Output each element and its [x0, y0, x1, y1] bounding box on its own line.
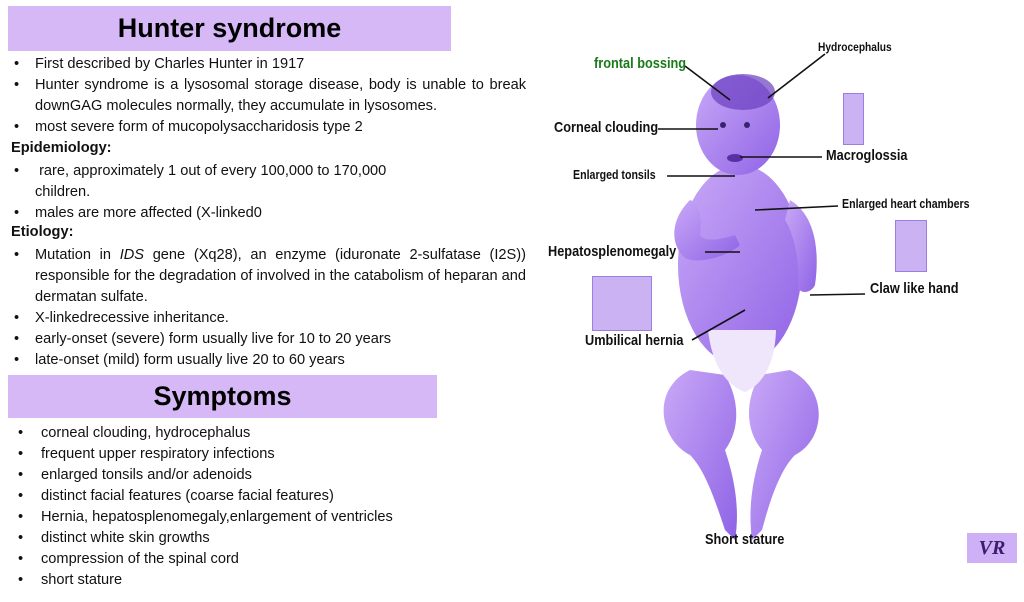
- symptom-item: • compression of the spinal cord: [12, 549, 472, 570]
- label-frontal-bossing: frontal bossing: [594, 55, 687, 72]
- label-macroglossia: Macroglossia: [826, 147, 908, 164]
- intro-list: [8, 54, 526, 138]
- symptoms-list: [12, 423, 472, 591]
- label-corneal-clouding: Corneal clouding: [554, 119, 659, 136]
- symptom-item: • frequent upper respiratory infections: [12, 444, 472, 465]
- mutation-prefix: Mutation in: [35, 247, 120, 263]
- symptom-item: • corneal clouding, hydrocephalus: [12, 423, 472, 444]
- etiology-item: • X-linkedrecessive inheritance.: [8, 308, 526, 329]
- symptom-item: • short stature: [12, 570, 472, 591]
- intro-item: • First described by Charles Hunter in 1917: [8, 54, 526, 75]
- symptom-item: • Hernia, hepatosplenomegaly,enlargement of ventricles: [12, 507, 472, 528]
- epidemiology-item: • rare, approximately 1 out of every 100,000 to 170,000 children.: [8, 161, 428, 203]
- etiology-item: • early-onset (severe) form usually live for 10 to 20 years: [8, 329, 526, 350]
- epidemiology-heading: Epidemiology:: [11, 140, 112, 156]
- symptom-item: • distinct white skin growths: [12, 528, 472, 549]
- symptoms-title: Symptoms: [8, 375, 437, 418]
- symptom-item: • distinct facial features (coarse facial features): [12, 486, 472, 507]
- label-short-stature: Short stature: [705, 531, 785, 548]
- left-leg: [664, 370, 737, 540]
- macroglossia-inset: [843, 93, 864, 145]
- label-enlarged-tonsils: Enlarged tonsils: [573, 168, 656, 182]
- etiology-item: • late-onset (mild) form usually live 20 to 60 years: [8, 350, 526, 371]
- epidemiology-list: [8, 161, 428, 224]
- mouth: [727, 154, 743, 162]
- page-title: Hunter syndrome: [8, 6, 451, 51]
- label-enlarged-heart-chambers: Enlarged heart chambers: [842, 197, 970, 211]
- etiology-item-mutation: [8, 245, 531, 308]
- gene-name: IDS: [119, 247, 145, 263]
- intro-item: • Hunter syndrome is a lysosomal storage disease, body is unable to break downGAG molecules normally, they accumulate in lysosomes.: [8, 75, 526, 117]
- claw-hand-inset: [895, 220, 927, 272]
- epidemiology-item: • males are more affected (X-linked0: [8, 203, 428, 224]
- etiology-list: [8, 245, 531, 371]
- symptom-item: • enlarged tonsils and/or adenoids: [12, 465, 472, 486]
- intro-item: • most severe form of mucopolysaccharidosis type 2: [8, 117, 526, 138]
- mutation-rest: gene (Xq28), an enzyme (iduronate 2-sulfatase (I2S)) responsible for the degradation of involved in the catabolism of heparan and dermatan sulfate.: [35, 247, 531, 305]
- label-claw-like-hand: Claw like hand: [870, 280, 959, 297]
- label-hepatosplenomegaly: Hepatosplenomegaly: [548, 243, 677, 260]
- right-leg: [749, 370, 819, 540]
- umbilical-hernia-inset: [592, 276, 652, 331]
- vr-watermark: VR: [967, 533, 1017, 563]
- label-hydrocephalus: Hydrocephalus: [818, 40, 892, 54]
- label-umbilical-hernia: Umbilical hernia: [585, 332, 684, 349]
- eye-right: [744, 122, 750, 128]
- etiology-heading: Etiology:: [11, 224, 74, 240]
- eye-left: [720, 122, 726, 128]
